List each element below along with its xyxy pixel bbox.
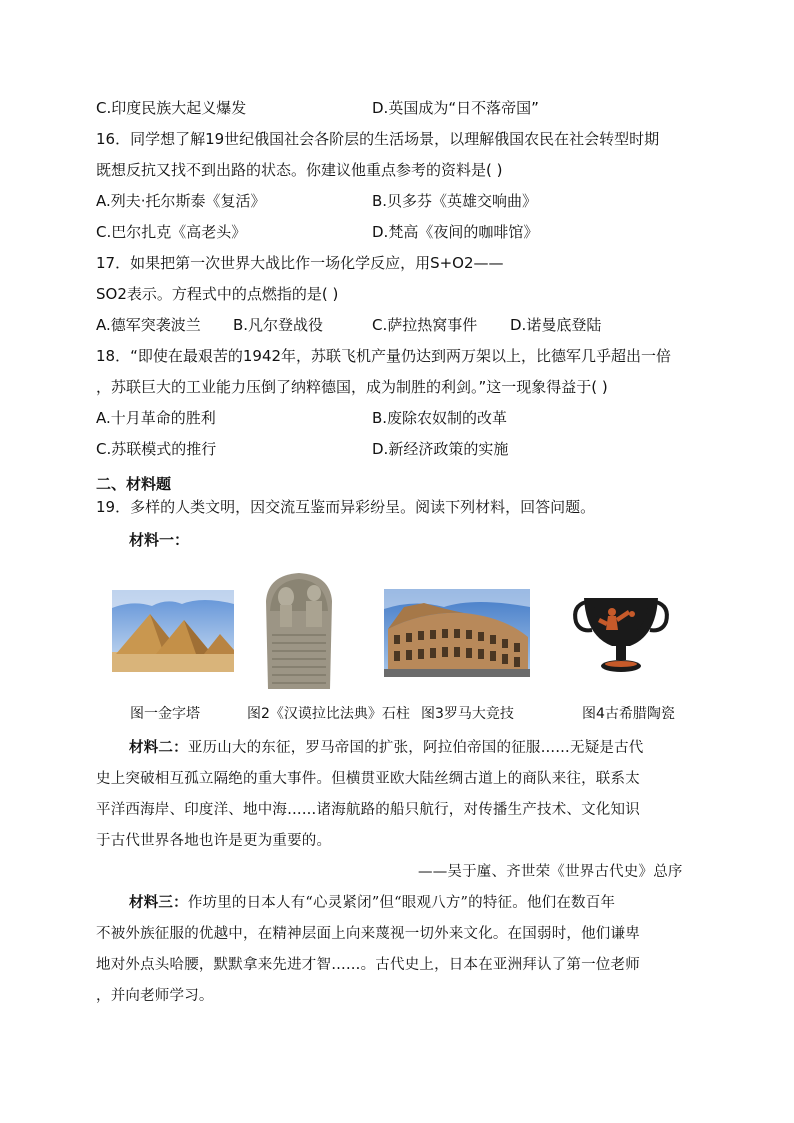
material2-line1: 亚历山大的东征，罗马帝国的扩张，阿拉伯帝国的征服……无疑是古代 [187, 740, 644, 756]
q17-option-d: D.诺曼底登陆 [510, 316, 602, 334]
q19-stem: 19．多样的人类文明，因交流互鉴而异彩纷呈。阅读下列材料，回答问题。 [96, 498, 596, 516]
fig2-caption: 图2《汉谟拉比法典》石柱 [247, 706, 410, 722]
material2-line4: 于古代世界各地也许是更为重要的。 [96, 833, 332, 849]
q17-option-b: B.凡尔登战役 [233, 316, 324, 334]
q18-option-a: A.十月革命的胜利 [96, 409, 216, 427]
q18-option-c: C.苏联模式的推行 [96, 440, 217, 458]
material2-line3: 平洋西海岸、印度洋、地中海……诸海航路的船只航行，对传播生产技术、文化知识 [96, 802, 640, 818]
material3-line1-wrap [129, 893, 615, 913]
material3-line4: ，并向老师学习。 [96, 988, 214, 1004]
material3-label: 材料三： [129, 894, 188, 911]
q18-option-d: D.新经济政策的实施 [372, 440, 509, 458]
q15-option-d: D.英国成为“日不落帝国” [372, 99, 539, 117]
q18-stem-line2: ，苏联巨大的工业能力压倒了纳粹德国，成为制胜的利剑。”这一现象得益于( ) [96, 378, 608, 396]
colosseum-photo [384, 589, 530, 677]
material3-line2: 不被外族征服的优越中，在精神层面上向来蔑视一切外来文化。在国弱时，他们谦卑 [96, 926, 640, 942]
material1-label: 材料一： [129, 531, 190, 549]
fig3-caption: 图3罗马大竞技 [421, 706, 514, 722]
q16-stem-line1: 16．同学想了解19世纪俄国社会各阶层的生活场景，以理解俄国农民在社会转型时期 [96, 130, 660, 148]
pyramids-photo [112, 590, 234, 672]
q16-option-a: A.列夫·托尔斯泰《复活》 [96, 192, 266, 210]
q15-option-c: C.印度民族大起义爆发 [96, 99, 247, 117]
q17-stem-line2: SO2表示。方程式中的点燃指的是( ) [96, 285, 339, 303]
q16-stem-line2: 既想反抗又找不到出路的状态。你建议他重点参考的资料是( ) [96, 161, 503, 179]
material2-source: ——吴于廑、齐世荣《世界古代史》总序 [418, 864, 683, 880]
material3-line3: 地对外点头哈腰，默默拿来先进才智……。古代史上，日本在亚洲拜认了第一位老师 [96, 957, 640, 973]
greek-kylix-vase-photo [568, 592, 674, 678]
fig4-caption: 图4古希腊陶瓷 [582, 706, 675, 722]
q17-stem-line1: 17．如果把第一次世界大战比作一场化学反应，用S+O2—— [96, 254, 504, 272]
fig1-caption: 图一金字塔 [130, 706, 200, 722]
section-heading: 二、材料题 [96, 475, 172, 493]
q17-option-c: C.萨拉热窝事件 [372, 316, 478, 334]
hammurabi-stele-photo [260, 571, 338, 689]
q16-option-d: D.梵高《夜间的咖啡馆》 [372, 223, 539, 241]
material2-line2: 史上突破相互孤立隔绝的重大事件。但横贯亚欧大陆丝绸古道上的商队来往，联系太 [96, 771, 640, 787]
material2-line1-wrap [129, 738, 644, 758]
material3-line1: 作坊里的日本人有“心灵紧闭”但“眼观八方”的特征。他们在数百年 [187, 895, 616, 911]
q16-option-c: C.巴尔扎克《高老头》 [96, 223, 247, 241]
q17-option-a: A.德军突袭波兰 [96, 316, 201, 334]
material2-label: 材料二： [129, 739, 188, 756]
q18-option-b: B.废除农奴制的改革 [372, 409, 508, 427]
q16-option-b: B.贝多芬《英雄交响曲》 [372, 192, 538, 210]
q18-stem-line1: 18．“即使在最艰苦的1942年，苏联飞机产量仍达到两万架以上，比德军几乎超出一倍 [96, 347, 672, 365]
